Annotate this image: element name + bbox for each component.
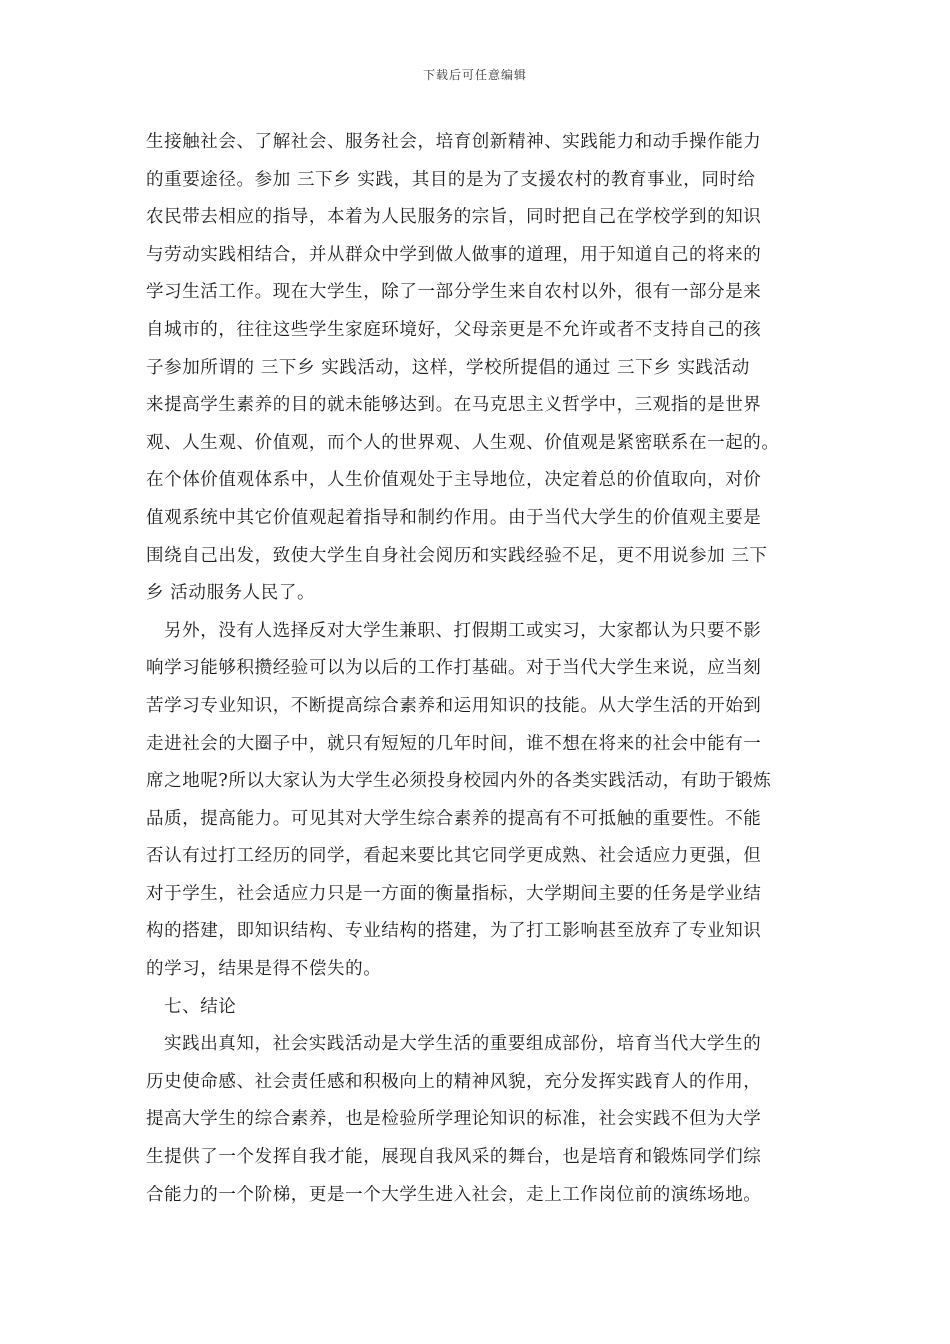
text-line: 构的搭建，即知识结构、专业结构的搭建，为了打工影响甚至放弃了专业知识 <box>146 921 762 942</box>
text-line: 走进社会的大圈子中，就只有短短的几年时间，谁不想在将来的社会中能有一 <box>146 733 762 754</box>
text-line: 观、人生观、价值观，而个人的世界观、人生观、价值观是紧密联系在一起的。 <box>146 432 780 453</box>
text-line: 合能力的一个阶梯，更是一个大学生进入社会，走上工作岗位前的演练场地。 <box>146 1184 762 1205</box>
text-line: 响学习能够积攒经验可以为以后的工作打基础。对于当代大学生来说，应当刻 <box>146 658 762 679</box>
text-line: 与劳动实践相结合，并从群众中学到做人做事的道理，用于知道自己的将来的 <box>146 244 762 265</box>
text-line: 生提供了一个发挥自我才能，展现自我风采的舞台，也是培育和锻炼同学们综 <box>146 1147 762 1168</box>
text-line: 生接触社会、了解社会、服务社会，培育创新精神、实践能力和动手操作能力 <box>146 132 762 152</box>
text-line: 来提高学生素养的目的就未能够达到。在马克思主义哲学中，三观指的是世界 <box>146 395 762 416</box>
text-line: 苦学习专业知识，不断提高综合素养和运用知识的技能。从大学生活的开始到 <box>146 695 762 716</box>
text-line: 子参加所谓的 三下乡 实践活动，这样，学校所提倡的通过 三下乡 实践活动 <box>146 357 750 378</box>
text-line: 乡 活动服务人民了。 <box>146 583 316 604</box>
paragraph-start-line: 实践出真知，社会实践活动是大学生活的重要组成部份，培育当代大学生的 <box>164 1034 762 1055</box>
text-line: 对于学生，社会适应力只是一方面的衡量指标，大学期间主要的任务是学业结 <box>146 883 762 904</box>
page-header: 下载后可任意编辑 <box>422 68 527 82</box>
text-line: 学习生活工作。现在大学生，除了一部分学生来自农村以外，很有一部分是来 <box>146 282 762 303</box>
document-body <box>146 124 822 1214</box>
text-line: 在个体价值观体系中，人生价值观处于主导地位，决定着总的价值取向，对价 <box>146 470 762 491</box>
text-line: 否认有过打工经历的同学，看起来要比其它同学更成熟、社会适应力更强，但 <box>146 846 762 867</box>
text-line: 历史使命感、社会责任感和积极向上的精神风貌，充分发挥实践育人的作用， <box>146 1071 762 1092</box>
text-line: 自城市的，往往这些学生家庭环境好，父母亲更是不允许或者不支持自己的孩 <box>146 319 762 340</box>
paragraph-start-line: 另外，没有人选择反对大学生兼职、打假期工或实习，大家都认为只要不影 <box>164 620 762 641</box>
section-heading: 七、结论 <box>164 996 237 1017</box>
text-line: 的重要途径。参加 三下乡 实践，其目的是为了支援农村的教育事业，同时给 <box>146 169 756 190</box>
text-line: 值观系统中其它价值观起着指导和制约作用。由于当代大学生的价值观主要是 <box>146 507 762 528</box>
text-line: 的学习，结果是得不偿失的。 <box>146 959 382 980</box>
text-line: 品质，提高能力。可见其对大学生综合素养的提高有不可抵触的重要性。不能 <box>146 808 762 829</box>
text-line: 提高大学生的综合素养，也是检验所学理论知识的标准，社会实践不但为大学 <box>146 1109 762 1130</box>
text-line: 席之地呢?所以大家认为大学生必须投身校园内外的各类实践活动，有助于锻炼 <box>146 771 772 792</box>
text-line: 农民带去相应的指导，本着为人民服务的宗旨，同时把自己在学校学到的知识 <box>146 207 762 228</box>
text-line: 围绕自己出发，致使大学生自身社会阅历和实践经验不足，更不用说参加 三下 <box>146 545 768 566</box>
